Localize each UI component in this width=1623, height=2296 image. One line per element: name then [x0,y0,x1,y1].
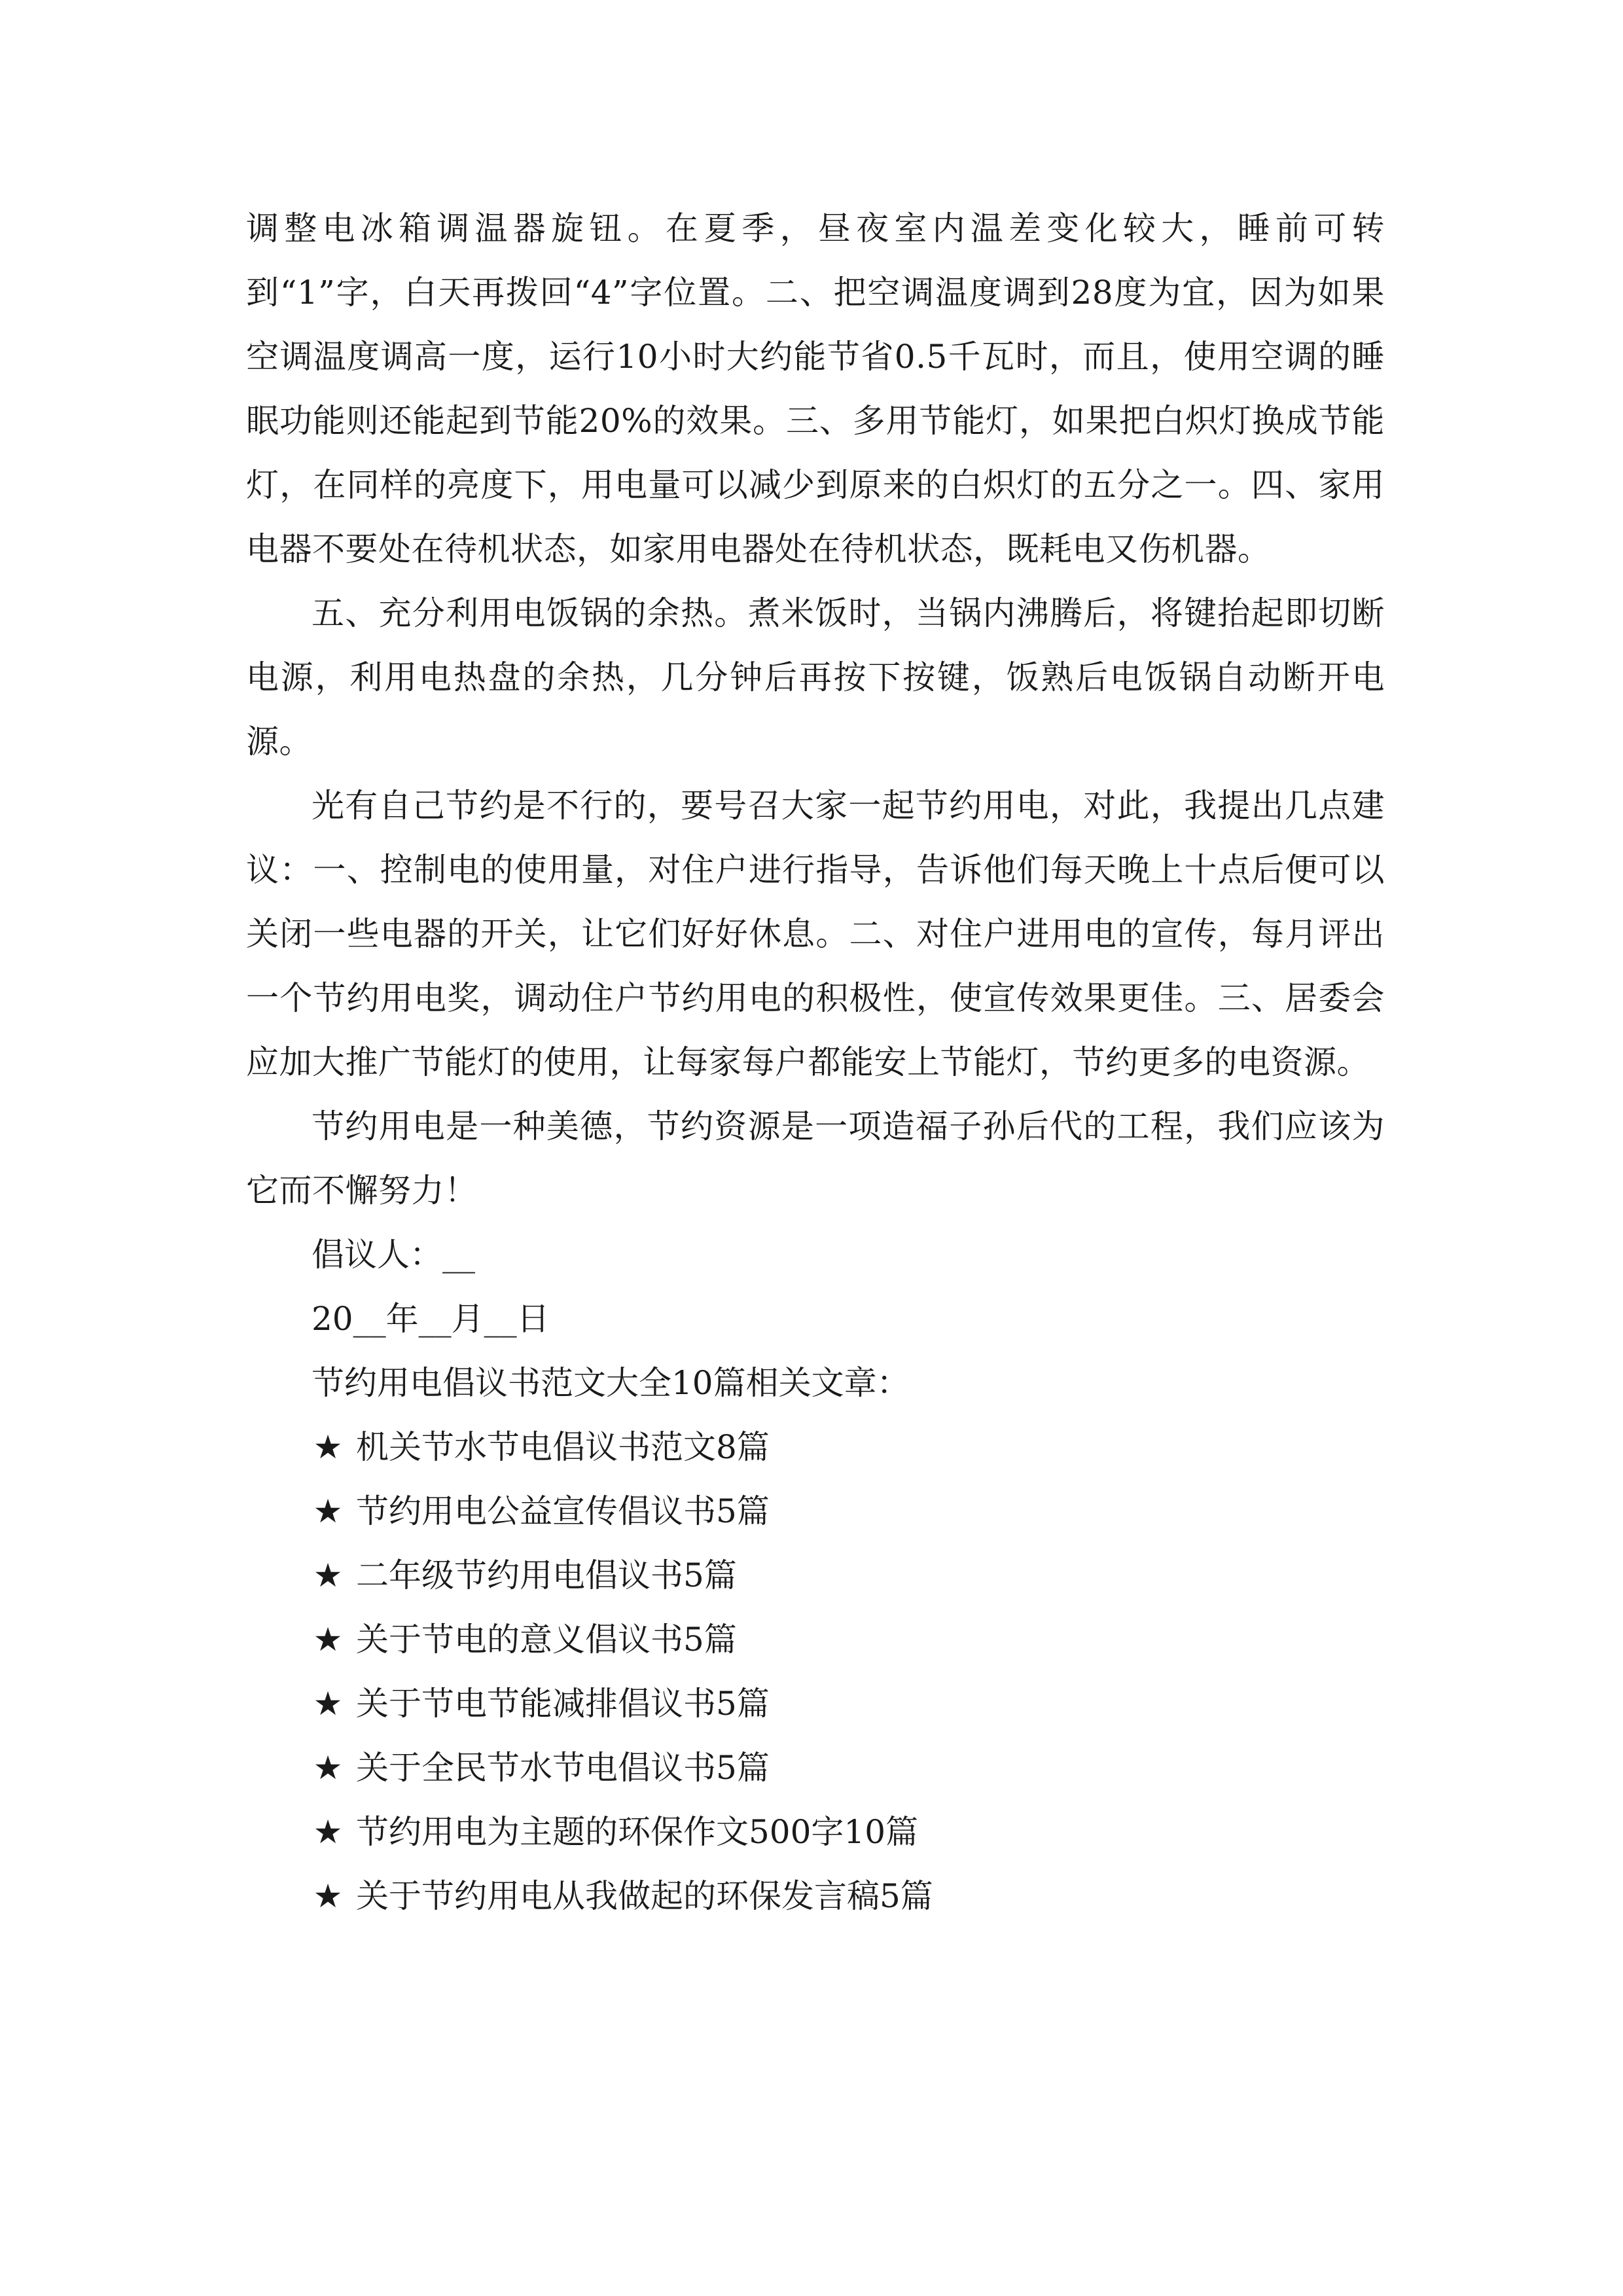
related-article-title: 节约用电为主题的环保作文500字10篇 [356,1813,919,1851]
document-body [246,196,1385,1928]
related-article-title: 二年级节约用电倡议书5篇 [356,1556,737,1594]
related-article-title: 机关节水节电倡议书范文8篇 [356,1428,770,1466]
star-icon: ★ [313,1685,343,1723]
star-icon: ★ [313,1813,343,1851]
signature-proposer: 倡议人：__ [312,1236,475,1274]
body-paragraph-4: 节约用电是一种美德，节约资源是一项造福子孙后代的工程，我们应该为它而不懈努力！ [246,1107,1385,1210]
related-article-item[interactable] [246,1864,1385,1928]
related-article-item[interactable] [246,1543,1385,1607]
related-article-title: 节约用电公益宣传倡议书5篇 [356,1492,770,1530]
star-icon: ★ [313,1556,343,1594]
signature-date: 20__年__月__日 [312,1300,550,1338]
related-article-title: 关于节电的意义倡议书5篇 [356,1621,737,1659]
related-articles-heading: 节约用电倡议书范文大全10篇相关文章： [312,1364,910,1402]
related-article-title: 关于全民节水节电倡议书5篇 [356,1749,770,1787]
body-paragraph-2: 五、充分利用电饭锅的余热。煮米饭时，当锅内沸腾后，将键抬起即切断电源，利用电热盘的余热，几分钟后再按下按键，饭熟后电饭锅自动断开电源。 [246,594,1385,761]
related-article-item[interactable] [246,1672,1385,1736]
star-icon: ★ [313,1621,343,1659]
related-article-item[interactable] [246,1800,1385,1864]
star-icon: ★ [313,1877,343,1915]
related-article-item[interactable] [246,1736,1385,1800]
body-paragraph-3: 光有自己节约是不行的，要号召大家一起节约用电，对此，我提出几点建议：一、控制电的使用量，对住户进行指导，告诉他们每天晚上十点后便可以关闭一些电器的开关，让它们好好休息。二、对住户进用电的宣传，每月评出一个节约用电奖，调动住户节约用电的积极性，使宣传效果更佳。三、居委会应加大推广节能灯的使用，让每家每户都能安上节能灯，节约更多的电资源。 [246,787,1385,1081]
related-articles-list [246,1415,1385,1928]
related-article-title: 关于节约用电从我做起的环保发言稿5篇 [356,1877,933,1915]
related-article-item[interactable] [246,1607,1385,1672]
related-article-item[interactable] [246,1479,1385,1543]
body-paragraph-1: 调整电冰箱调温器旋钮。在夏季，昼夜室内温差变化较大，睡前可转到“1”字，白天再拨回“4”字位置。二、把空调温度调到28度为宜，因为如果空调温度调高一度，运行10小时大约能节省0.5千瓦时，而且，使用空调的睡眠功能则还能起到节能20%的效果。三、多用节能灯，如果把白炽灯换成节能灯，在同样的亮度下，用电量可以减少到原来的白炽灯的五分之一。四、家用电器不要处在待机状态，如家用电器处在待机状态，既耗电又伤机器。 [246,209,1385,568]
star-icon: ★ [313,1749,343,1787]
related-article-item[interactable] [246,1415,1385,1479]
star-icon: ★ [313,1428,343,1466]
related-article-title: 关于节电节能减排倡议书5篇 [356,1685,770,1723]
star-icon: ★ [313,1492,343,1530]
